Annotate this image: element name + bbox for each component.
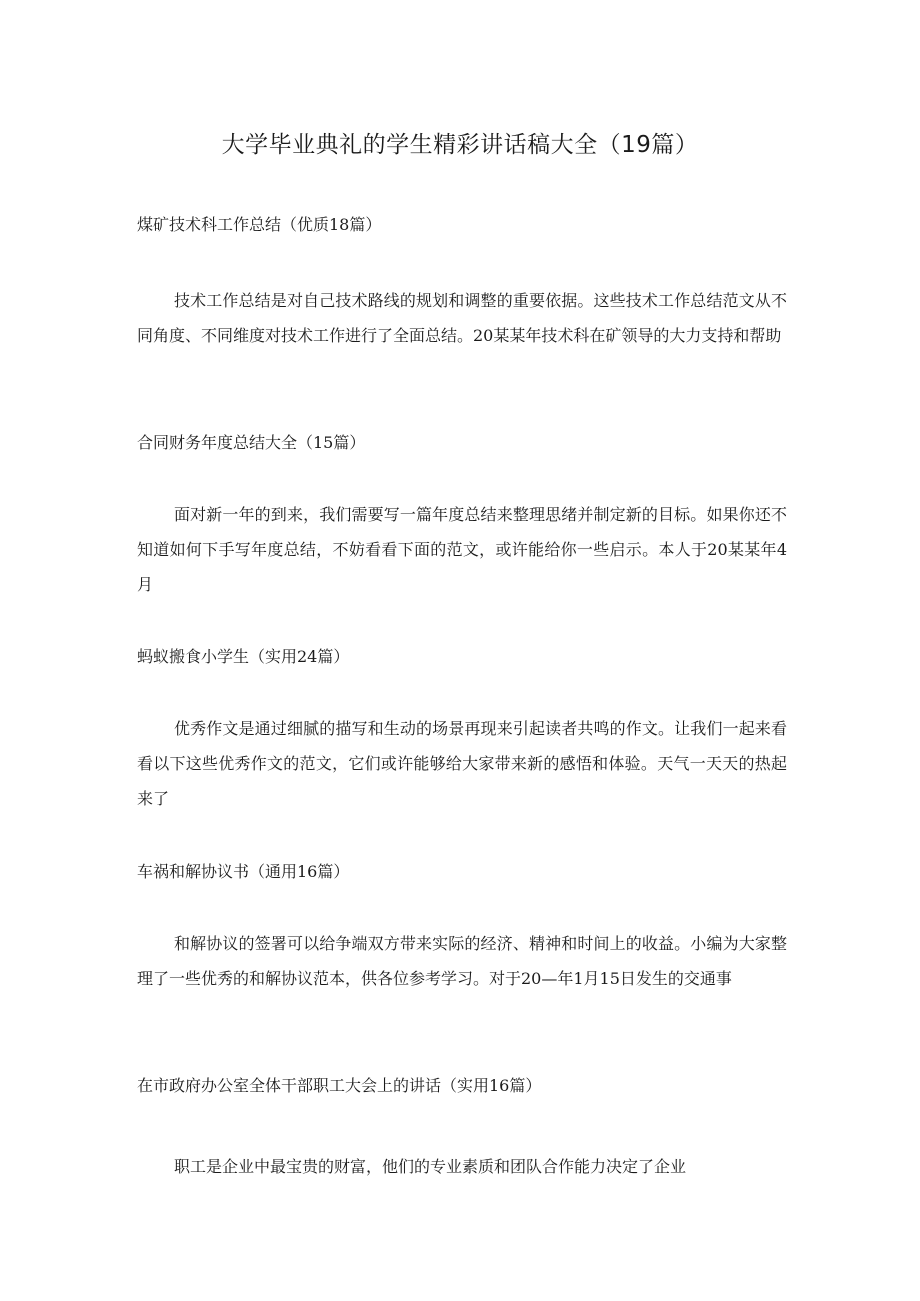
entry-summary: 优秀作文是通过细腻的描写和生动的场景再现来引起读者共鸣的作文。让我们一起来看看以下这些优秀作文的范文，它们或许能够给大家带来新的感悟和体验。天气一天天的热起来了 bbox=[137, 719, 787, 808]
entry-title: 蚂蚁搬食小学生（实用24篇） bbox=[137, 647, 350, 666]
document-title: 大学毕业典礼的学生精彩讲话稿大全（19篇） bbox=[221, 132, 699, 158]
entry-summary: 面对新一年的到来，我们需要写一篇年度总结来整理思绪并制定新的目标。如果你还不知道如何下手写年度总结，不妨看看下面的范文，或许能给你一些启示。本人于20某某年4月 bbox=[137, 505, 787, 594]
entry-title: 车祸和解协议书（通用16篇） bbox=[137, 862, 350, 881]
entry-summary: 技术工作总结是对自己技术路线的规划和调整的重要依据。这些技术工作总结范文从不同角度、不同维度对技术工作进行了全面总结。20某某年技术科在矿领导的大力支持和帮助 bbox=[137, 291, 787, 345]
entry-title: 煤矿技术科工作总结（优质18篇） bbox=[137, 215, 382, 234]
entry-summary: 职工是企业中最宝贵的财富，他们的专业素质和团队合作能力决定了企业 bbox=[174, 1157, 687, 1176]
entry-summary: 和解协议的签署可以给争端双方带来实际的经济、精神和时间上的收益。小编为大家整理了一些优秀的和解协议范本，供各位参考学习。对于20—年1月15日发生的交通事 bbox=[137, 934, 787, 988]
entry-title: 合同财务年度总结大全（15篇） bbox=[137, 433, 366, 452]
entry-title: 在市政府办公室全体干部职工大会上的讲话（实用16篇） bbox=[137, 1076, 542, 1095]
